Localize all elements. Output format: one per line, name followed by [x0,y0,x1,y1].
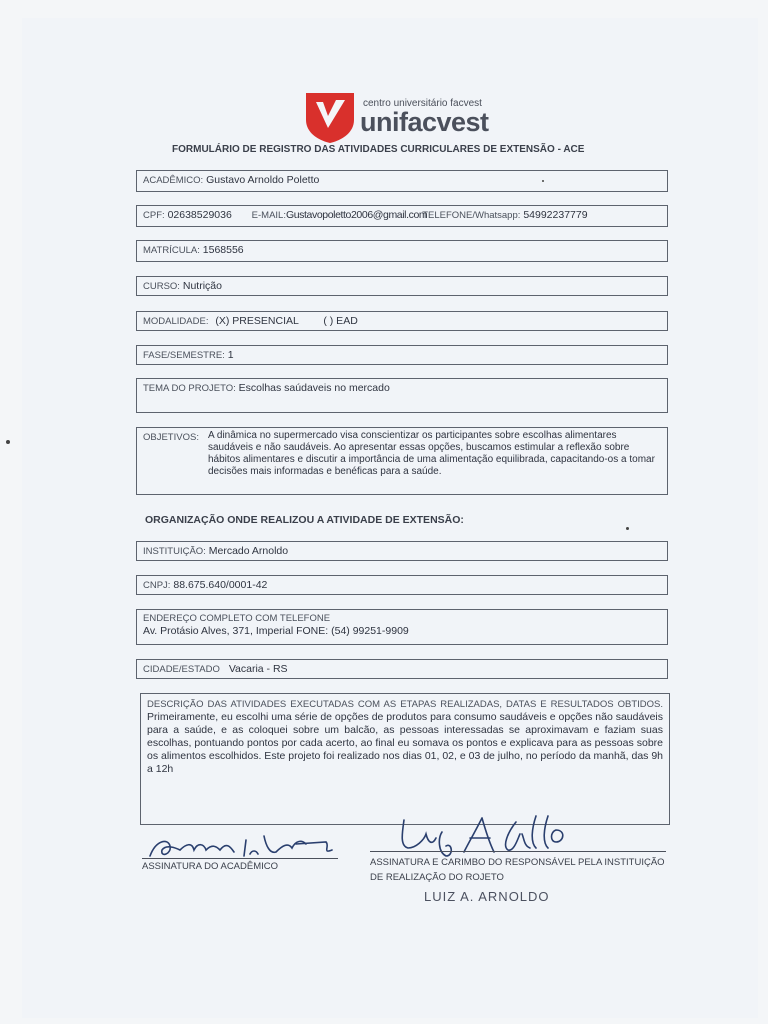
endereco-label: ENDEREÇO COMPLETO COM TELEFONE [143,613,331,624]
instituicao-label: INSTITUIÇÃO: [143,546,206,557]
objetivos-label: OBJETIVOS: [143,432,199,443]
organization-section-title: ORGANIZAÇÃO ONDE REALIZOU A ATIVIDADE DE EXTENSÃO: [145,514,464,526]
instituicao-field [136,541,668,561]
responsible-signature-line [370,851,666,852]
cidade-label: CIDADE/ESTADO [143,664,220,675]
cpf-label: CPF: [143,210,165,221]
cidade-field [136,659,668,679]
academico-field [136,170,668,192]
institution-logo [303,90,513,146]
cnpj-field [136,575,668,595]
modalidade-ead: ( ) EAD [323,315,358,327]
fase-field [136,345,668,365]
instituicao-value: Mercado Arnoldo [208,545,289,557]
curso-value: Nutrição [182,280,222,292]
student-signature-line [142,858,338,859]
logo-wordmark: unifacvest [360,107,489,137]
cidade-value: Vacaria - RS [228,663,288,675]
objetivos-value: A dinâmica no supermercado visa conscientizar os participantes sobre escolhas alimentares saudáveis e não saudáveis. Ao apresentar essas opções, buscamos estimular a reflexão sobre hábitos alimentares e discutir a importância de uma alimentação equilibrada, capacitando-os a tomar decisões mais informadas e benéficas para a saúde. [208,430,655,477]
responsible-stamp: LUIZ A. ARNOLDO [424,889,550,904]
cnpj-value: 88.675.640/0001-42 [173,579,268,591]
responsible-signature-label: ASSINATURA E CARIMBO DO RESPONSÁVEL PELA INSTITUIÇÃO DE REALIZAÇÃO DO ROJETO [370,857,665,883]
form-title: FORMULÁRIO DE REGISTRO DAS ATIVIDADES CURRICULARES DE EXTENSÃO - ACE [172,144,585,155]
student-signature-label: ASSINATURA DO ACADÊMICO [142,861,279,872]
matricula-field [136,240,668,262]
student-signature [146,832,342,864]
description-value: Primeiramente, eu escolhi uma série de opções de produtos para consumo saudáveis e opções não saudáveis para a saúde, e as coloquei sobre um balcão, as pessoas interessadas se aproximavam e faziam suas escolhas, pontuando pontos por cada acerto, ao final eu somava os pontos e explicava para as pessoas sobre os alimentos escolhidos. Este projeto foi realizado nos dias 01, 02, e 03 de julho, no período da manhã, das 9h a 12h [147,711,664,775]
modalidade-field [136,311,668,331]
fase-label: FASE/SEMESTRE: [143,350,225,361]
scan-speck [542,180,544,182]
academico-label: ACADÊMICO: [143,175,204,186]
tema-label: TEMA DO PROJETO: [143,383,236,394]
endereco-field [136,609,668,645]
matricula-label: MATRÍCULA: [143,245,200,256]
curso-label: CURSO: [143,281,180,292]
telefone-label: TELEFONE/Whatsapp: [422,210,521,221]
email-label: E-MAIL: [251,210,286,221]
description-label: DESCRIÇÃO DAS ATIVIDADES EXECUTADAS COM AS ETAPAS REALIZADAS, DATAS E RESULTADOS OBTIDOS. [147,699,663,710]
cpf-value: 02638529036 [167,209,232,221]
description-field [140,693,670,825]
endereco-value: Av. Protásio Alves, 371, Imperial FONE: (54) 99251-9909 [143,625,409,637]
modalidade-label: MODALIDADE: [143,316,209,327]
fase-value: 1 [227,349,234,361]
contact-field [136,205,668,227]
telefone-value: 54992237779 [523,209,588,221]
logo-subtitle: centro universitário facvest [363,98,482,109]
matricula-value: 1568556 [202,244,244,256]
academico-value: Gustavo Arnoldo Poletto [206,174,320,186]
cnpj-label: CNPJ: [143,580,171,591]
modalidade-presencial: (X) PRESENCIAL [215,315,299,327]
facvest-shield-icon [303,90,357,144]
tema-field [136,378,668,413]
scan-speck [626,527,629,530]
curso-field [136,276,668,296]
objetivos-field [136,427,668,495]
tema-value: Escolhas saúdaveis no mercado [238,382,390,394]
scan-speck [6,440,10,444]
email-value: Gustavopoletto2006@gmail.com [285,209,428,221]
